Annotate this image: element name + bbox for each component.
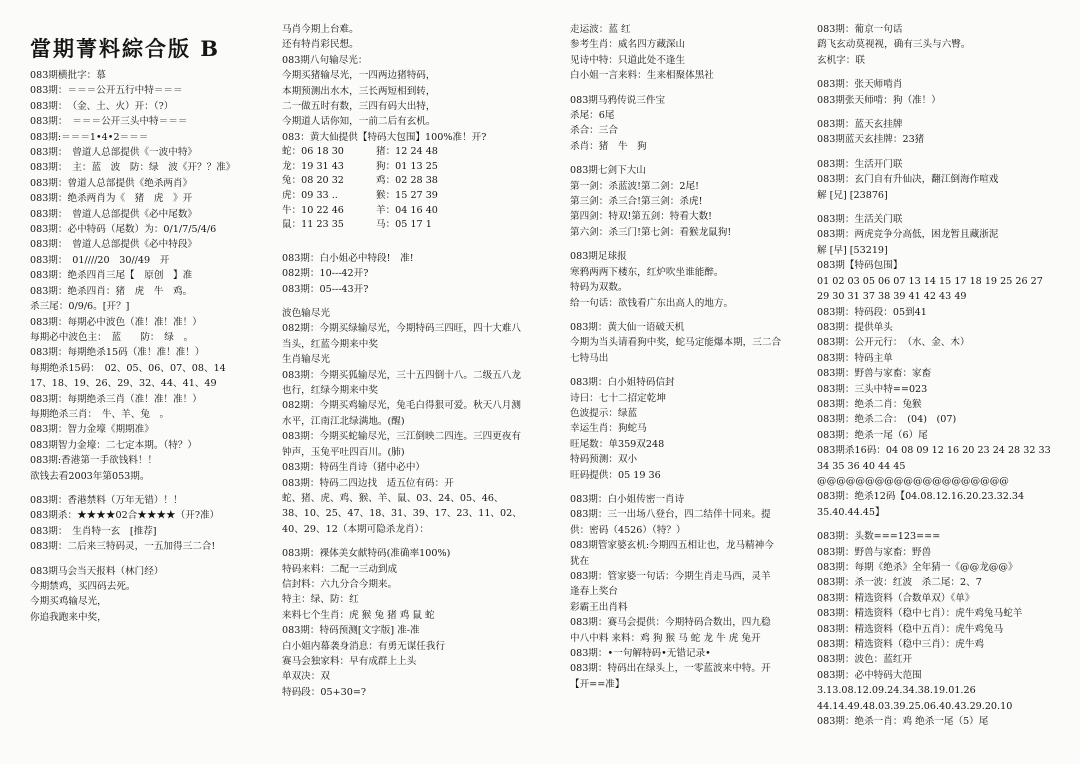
column-body bbox=[817, 0, 1067, 729]
text-block bbox=[282, 546, 554, 700]
table-cell: 鸡：02 28 38 bbox=[376, 175, 438, 187]
text-line: 诗曰：七十二招定乾坤 bbox=[570, 392, 666, 404]
text-line: 40、29、12（本期可隐杀龙肖）： bbox=[282, 523, 429, 535]
text-line: 解 [早] [53219] bbox=[817, 244, 888, 256]
text-line: 083期七剑下大山 bbox=[570, 165, 646, 177]
text-line: 083期：今期买蛇输尽光，三江倒映二四连。三四更夜有 bbox=[282, 431, 521, 443]
text-line: 083期：每期绝杀三肖（准！准！准！） bbox=[30, 393, 202, 405]
text-line: 水平，江南江北绿满地。(醒) bbox=[282, 415, 405, 427]
text-line: 本期预测出水木，三长两短相到转， bbox=[282, 85, 436, 97]
column-three bbox=[570, 0, 810, 764]
text-block bbox=[570, 249, 810, 311]
text-line: 083期：野兽与家畜：家畜 bbox=[817, 368, 932, 380]
text-line: 特码预测：双小 bbox=[570, 454, 638, 466]
text-line: 083期横批字：慕 bbox=[30, 70, 106, 81]
text-line: 083期：三一出场八登台，四二结伴十同来。提 bbox=[570, 509, 771, 521]
text-line: 每期必中波色主： 蓝 防： 绿 。 bbox=[30, 331, 194, 343]
text-line: 083期：＝＝＝公开五行中特＝＝＝ bbox=[30, 85, 183, 97]
text-line: 彩霸王出肖料 bbox=[570, 601, 628, 613]
text-line: 083期:＝＝＝1•4•2＝＝＝ bbox=[30, 131, 149, 143]
text-block bbox=[817, 117, 1067, 148]
text-line: 083期：绝杀四肖三尾【 原创 】准 bbox=[30, 270, 193, 282]
column-two bbox=[282, 0, 554, 764]
text-line: 083期： 曾道人总部提供《必中特段》 bbox=[30, 239, 198, 251]
text-line: 083：黄大仙提供【特码大包围】100%准！开? bbox=[282, 131, 487, 143]
text-line: 083期： 01////20 30//49 开 bbox=[30, 254, 170, 266]
text-line: 29 30 31 37 38 39 41 42 43 49 bbox=[817, 291, 967, 303]
column-body bbox=[282, 0, 554, 700]
text-line: 【开==准】 bbox=[570, 678, 625, 690]
text-line: 083期：张天师啃肖 bbox=[817, 79, 903, 91]
text-line: 083期：绝杀两肖为《 猪 虎 》开 bbox=[30, 193, 193, 205]
text-line: 第三剑：杀三合!第三剑：杀虎! bbox=[570, 196, 703, 208]
text-line: 幸运生肖：狗蛇马 bbox=[570, 423, 647, 435]
table-cell: 猪：12 24 48 bbox=[376, 146, 438, 158]
table-cell: 猴：15 27 39 bbox=[376, 190, 438, 202]
text-line: 白小姐内幕袭身消息：有勇无谋任我行 bbox=[282, 640, 446, 652]
text-line: 今期道人话你知，一前二后有玄机。 bbox=[282, 116, 436, 128]
text-line: 单双决：双 bbox=[282, 671, 330, 683]
text-line: 083期:香港第一手欲钱料！！ bbox=[30, 455, 158, 467]
text-line: 波色输尽光 bbox=[282, 308, 330, 320]
text-line: 44.14.49.48.03.39.25.06.40.43.29.20.10 bbox=[817, 700, 1013, 712]
text-line: 083期蓝天玄挂牌：23猪 bbox=[817, 134, 925, 146]
text-line: 赛马会独家料：早有成群上上头 bbox=[282, 655, 417, 667]
table-row bbox=[282, 204, 444, 219]
text-line: 083期杀：★★★★02合★★★★（开?准） bbox=[30, 510, 220, 522]
text-line: 特码段：05+30=? bbox=[282, 686, 367, 698]
text-line: 083期：黄大仙一语破天机 bbox=[570, 321, 685, 333]
text-block bbox=[570, 492, 810, 692]
text-line: 寒鸦两两下楼东，红炉吹坐谁能醉。 bbox=[570, 266, 724, 278]
table-row bbox=[282, 189, 444, 204]
text-block bbox=[282, 22, 554, 145]
text-line: 参考生肖：威名四方藏深山 bbox=[570, 39, 686, 51]
text-line: 083期：特码主单 bbox=[817, 352, 893, 364]
text-line: 每期绝杀15码： 02、05、06、07、08、14 bbox=[30, 362, 226, 374]
text-line: 083期：绝杀二肖：兔猴 bbox=[817, 398, 922, 410]
text-line: 第四剑：特双!第五剑：特看大数! bbox=[570, 211, 713, 223]
text-line: 083期：葡京一句话 bbox=[817, 24, 903, 35]
text-line: 083期：精选资料（稳中七肖）：虎牛鸡兔马蛇羊 bbox=[817, 608, 1023, 620]
table-cell: 羊：04 16 40 bbox=[376, 204, 438, 216]
text-line: 083期：三头中特==023 bbox=[817, 383, 928, 395]
text-line: 083期【特码包围】 bbox=[817, 260, 903, 272]
text-line: 来料七个生肖：虎 猴 兔 猪 鸡 鼠 蛇 bbox=[282, 609, 435, 621]
text-line: 083期： 曾道人总部提供《必中尾数》 bbox=[30, 208, 198, 220]
text-block bbox=[570, 320, 810, 366]
text-block bbox=[30, 564, 265, 626]
text-line: 给一句话：欲钱看广东出高人的地方。 bbox=[570, 297, 734, 309]
text-line: 玄机字：联 bbox=[817, 54, 865, 66]
text-block bbox=[570, 22, 810, 84]
text-line: 083期：白小姐传密一肖诗 bbox=[570, 493, 685, 505]
text-line: 082期：今期买绿输尽光，今期特码三四旺，四十大难八 bbox=[282, 323, 521, 335]
text-block bbox=[570, 375, 810, 483]
text-line: 083期：公开元行： （水、金、木） bbox=[817, 337, 970, 349]
text-line: 钟声，玉兔平吐四百川。(肺) bbox=[282, 446, 405, 458]
text-line: 083期：每期《绝杀》全年猜一《@@龙@@》 bbox=[817, 562, 1018, 573]
text-line: 083期：•一句解特码•无错记录• bbox=[570, 648, 711, 660]
text-line: 083期： 曾道人总部提供《一波中特》 bbox=[30, 147, 198, 159]
text-line: 欲钱去看2003年第053期。 bbox=[30, 470, 150, 482]
text-line: 083期马鸦传说三件宝 bbox=[570, 94, 666, 106]
text-line: 083期：白小姐必中特段! 准! bbox=[282, 252, 414, 264]
text-line: 083期：精选资料（稳中五肖）：虎牛鸡兔马 bbox=[817, 623, 1004, 635]
text-line: 083期：二后来三特码灵，一五加得三二合! bbox=[30, 541, 216, 553]
text-line: 083期： （金、土、火）开：（?） bbox=[30, 100, 174, 112]
text-line: 杀合：三合 bbox=[570, 125, 618, 137]
column-body bbox=[30, 68, 265, 625]
text-line: 083期：两虎竞争分高低，困龙暂且藏浙泥 bbox=[817, 229, 999, 241]
text-line: 083期：智力金壕《期期准》 bbox=[30, 424, 154, 436]
text-line: 083期：生活关门联 bbox=[817, 214, 903, 226]
text-line: 083期：波色：蓝红开 bbox=[817, 654, 913, 666]
table-cell: 兔：08 20 32 bbox=[282, 175, 344, 187]
text-line: 犹在 bbox=[570, 555, 590, 567]
text-line: 083期：绝杀12码【04.08.12.16.20.23.32.34 bbox=[817, 491, 1025, 503]
text-block bbox=[30, 493, 265, 555]
text-line: 马肖今期上台难。 bbox=[282, 24, 359, 35]
text-line: 083期：每期必中波色（准！准！准！） bbox=[30, 316, 202, 328]
text-line: 083期：必中特码（尾数）为：0/1/7/5/4/6 bbox=[30, 224, 217, 236]
text-line: 17、18、19、26、29、32、44、41、49 bbox=[30, 378, 217, 390]
text-line: 083期：必中特码大范围 bbox=[817, 669, 922, 681]
text-block bbox=[817, 77, 1067, 108]
text-line: 083期：绝杀二合： (04) (07) bbox=[817, 414, 957, 426]
text-line: 083期八句输尽光： bbox=[282, 54, 368, 66]
text-line: 083期：赛马会提供：今期特码合数出，四九稳 bbox=[570, 617, 771, 629]
table-cell: 马：05 17 1 bbox=[376, 219, 432, 231]
text-line: 083期：头数===123=== bbox=[817, 531, 941, 543]
text-line: 七特马出 bbox=[570, 352, 609, 364]
text-line: 083期杀16码：04 08 09 12 16 20 23 24 28 32 33 bbox=[817, 445, 1051, 457]
text-line: 白小姐一言来料：生来相聚体黑社 bbox=[570, 70, 714, 82]
text-line: 今期禁鸡，买四码去死。 bbox=[30, 581, 136, 592]
text-line: 杀尾：6尾 bbox=[570, 110, 615, 122]
table-cell: 虎：09 33 .. bbox=[282, 190, 338, 202]
text-line: 特码来料：二配一三动到成 bbox=[282, 563, 398, 575]
text-line: 083期：野兽与家畜：野兽 bbox=[817, 546, 932, 558]
text-line: 今期买猪输尽光，一四两边猪特码， bbox=[282, 70, 436, 82]
text-line: 082期：10---42开? bbox=[282, 268, 369, 280]
text-line: 旺尾数：单359双248 bbox=[570, 438, 665, 450]
text-line: 今期买鸡输尽光， bbox=[30, 596, 107, 608]
text-line: @@@@@@@@@@@@@@@@@@@@ bbox=[817, 475, 1009, 487]
text-line: 见诗中特：只道此处不逢生 bbox=[570, 54, 686, 66]
table-cell: 牛：10 22 46 bbox=[282, 204, 344, 216]
text-line: 083期：特码预测[文字版] 准-准 bbox=[282, 625, 420, 637]
text-block bbox=[30, 68, 265, 484]
text-line: 083期：绝杀一肖：鸡 绝杀一尾（5）尾 bbox=[817, 716, 989, 728]
text-line: 生肖输尽光 bbox=[282, 354, 330, 366]
table-row bbox=[282, 174, 444, 189]
text-line: 逢春上奖台 bbox=[570, 586, 618, 598]
table-row bbox=[282, 218, 444, 233]
text-block bbox=[817, 157, 1067, 203]
table-cell: 狗：01 13 25 bbox=[376, 160, 438, 172]
text-line: 083期：杀一波：红波 杀二尾：2、7 bbox=[817, 577, 982, 589]
table-row bbox=[282, 160, 444, 175]
text-line: 082期：今期买鸡输尽光，兔毛白得狠可爱。秋天八月测 bbox=[282, 400, 521, 412]
text-line: 083期：今期买狐输尽光，三十五四倒十八。二级五八龙 bbox=[282, 369, 521, 381]
text-line: 还有特肖彩民想。 bbox=[282, 39, 359, 51]
zodiac-number-table bbox=[282, 145, 444, 233]
text-block bbox=[570, 93, 810, 155]
text-line: 第一剑：杀蓝波!第二剑：2尾! bbox=[570, 180, 699, 192]
text-line: 083期：05---43开? bbox=[282, 283, 369, 295]
text-line: 083期：绝杀一尾（6）尾 bbox=[817, 429, 928, 441]
text-line: 083期：特码二四边找 适五位有码：开 bbox=[282, 477, 454, 489]
text-line: 每期绝杀三肖： 牛、羊、兔 。 bbox=[30, 408, 170, 420]
text-line: 38、10、25、47、18、31、39、17、23、11、02、 bbox=[282, 508, 522, 520]
text-line: 083期：蓝天玄挂牌 bbox=[817, 119, 903, 131]
text-section bbox=[282, 251, 554, 700]
text-line: 083期：生活开门联 bbox=[817, 158, 903, 170]
page-title: 當期菁料綜合版 B bbox=[30, 36, 221, 61]
text-line: 供：密码（4526）（特？） bbox=[570, 524, 686, 536]
text-line: 中八中料 来料：鸡 狗 猴 马 蛇 龙 牛 虎 兔开 bbox=[570, 632, 761, 644]
text-line: 解 [兄] [23876] bbox=[817, 189, 888, 201]
text-line: 083期智力金壕：二七定本期。（特？） bbox=[30, 439, 198, 451]
text-line: 083期：提供单头 bbox=[817, 321, 893, 333]
text-line: 二一做五时有数，三四有码大出特， bbox=[282, 101, 436, 113]
text-line: 083期：特码出在绿头上，一零蓝波来中特。开 bbox=[570, 663, 771, 675]
table-row bbox=[282, 145, 444, 160]
text-line: 蛇、猪、虎、鸡、猴、羊、鼠、03、24、05、46、 bbox=[282, 492, 504, 504]
text-line: 083期：香港禁料（万年无错）！！ bbox=[30, 494, 183, 506]
text-line: 色波提示：绿蓝 bbox=[570, 407, 638, 419]
text-line: 083期： 生肖特一玄 [推荐] bbox=[30, 525, 157, 537]
text-block bbox=[817, 22, 1067, 68]
text-line: 083期马会当天报料（林门经） bbox=[30, 565, 164, 577]
text-line: 34 35 36 40 44 45 bbox=[817, 460, 906, 472]
text-line: 35.40.44.45】 bbox=[817, 506, 885, 518]
text-line: 特码为双数。 bbox=[570, 282, 628, 294]
text-line: 今期为当头请看狗中奖，蛇马定能爆本期，三二合 bbox=[570, 337, 782, 349]
text-line: 杀肖：猪 牛 狗 bbox=[570, 140, 647, 152]
text-block bbox=[817, 212, 1067, 520]
left-column bbox=[30, 0, 265, 764]
table-cell: 蛇：06 18 30 bbox=[282, 146, 344, 158]
text-line: 信封料：六九分合今期来。 bbox=[282, 578, 398, 590]
text-block bbox=[282, 306, 554, 537]
text-line: 也行，红绿今期来中奖 bbox=[282, 385, 378, 397]
text-line: 你追我跑来中奖， bbox=[30, 611, 107, 623]
text-line: 鹞飞玄动莫视视，确有三头与六臀。 bbox=[817, 39, 971, 51]
table-cell: 鼠：11 23 35 bbox=[282, 219, 344, 231]
text-line: 083期：玄门自有升仙决，翻江倒海作喧戏 bbox=[817, 174, 999, 186]
text-line: 当头，红蓝今期来中奖 bbox=[282, 338, 378, 350]
text-line: 083期：精选资料（合数单双）《单》 bbox=[817, 592, 975, 604]
text-line: 旺码提供：05 19 36 bbox=[570, 469, 661, 481]
text-line: 083期：特码生肖诗（猪中必中） bbox=[282, 462, 426, 474]
column-body bbox=[570, 0, 810, 692]
text-line: 01 02 03 05 06 07 13 14 15 17 18 19 25 26 27 bbox=[817, 275, 1043, 287]
text-block bbox=[282, 251, 554, 297]
text-line: 083期：裸体美女献特码(准确率100%) bbox=[282, 548, 451, 560]
text-line: 083期：精选资料（稳中三肖）：虎牛鸡 bbox=[817, 639, 985, 651]
text-line: 083期： ＝＝＝公开三头中特＝＝＝ bbox=[30, 116, 188, 128]
text-block bbox=[570, 163, 810, 240]
text-line: 083期： 主：蓝 波 防：绿 波《开？？准》 bbox=[30, 162, 236, 174]
text-line: 083期：管家婆一句话：今期生肖走马西，灵羊 bbox=[570, 571, 771, 582]
text-block bbox=[817, 529, 1067, 729]
text-line: 083期足球报 bbox=[570, 251, 627, 263]
text-line: 第六剑：杀三门!第七剑：看猴龙鼠狗! bbox=[570, 226, 732, 238]
text-line: 083期：白小姐特码信封 bbox=[570, 377, 675, 389]
text-line: 杀三尾：0/9/6。[开？] bbox=[30, 301, 130, 313]
text-line: 083期：绝杀四肖：猪 虎 牛 鸡。 bbox=[30, 285, 193, 297]
text-line: 083期：每期绝杀15码（准！准！准！） bbox=[30, 347, 205, 359]
text-line: 083期：特码段：05到41 bbox=[817, 306, 927, 318]
text-line: 083期管家婆玄机:今期四五相让也，龙马精神今 bbox=[570, 540, 774, 552]
right-column bbox=[817, 0, 1067, 764]
text-line: 走运波：蓝 红 bbox=[570, 24, 631, 35]
text-line: 083期张天师啃：狗（准！） bbox=[817, 94, 941, 106]
text-line: 3.13.08.12.09.24.34.38.19.01.26 bbox=[817, 685, 976, 697]
text-line: 083期：曾道人总部提供《绝杀两肖》 bbox=[30, 177, 193, 189]
table-cell: 龙：19 31 43 bbox=[282, 160, 344, 172]
text-line: 特主：绿、防：红 bbox=[282, 594, 359, 606]
